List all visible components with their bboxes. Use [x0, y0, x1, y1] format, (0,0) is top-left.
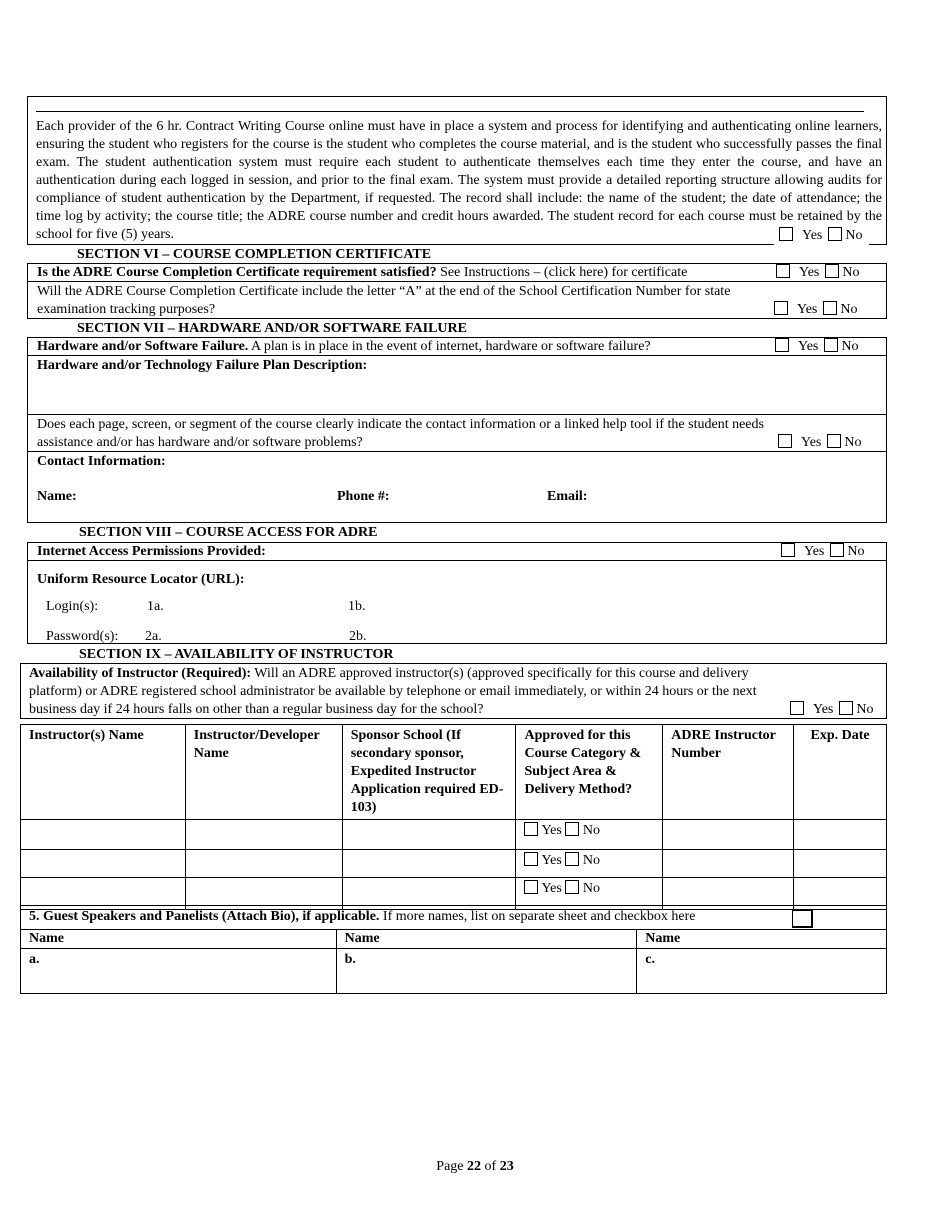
guest-name-c[interactable]: c.: [637, 949, 887, 994]
contact-phone-label: Phone #:: [337, 489, 390, 504]
help-yes-checkbox[interactable]: [778, 434, 792, 448]
col-developer-name: Instructor/Developer Name: [185, 725, 342, 820]
auth-yes-checkbox[interactable]: [779, 227, 793, 241]
instructor-availability-box: Availability of Instructor (Required): Will an ADRE approved instructor(s) (approved specifically for this course and delivery platform) or ADRE registered school administrator be available by telephone or email immediately, or within 24 hours or the next business day if 24 hours falls on other than a regular business day for the school? Yes No: [20, 663, 887, 719]
failure-yes-checkbox[interactable]: [775, 338, 789, 352]
col-approved: Approved for this Course Category & Subject Area & Delivery Method?: [516, 725, 663, 820]
help-tool-row: Does each page, screen, or segment of the course clearly indicate the contact information or a linked help tool if the student needs assistance and/or has hardware and/or software problems? Yes No: [27, 414, 887, 452]
col-sponsor-school: Sponsor School (If secondary sponsor, Expedited Instructor Application required ED-103): [342, 725, 516, 820]
availability-no-checkbox[interactable]: [839, 701, 853, 715]
internet-yes-checkbox[interactable]: [781, 543, 795, 557]
help-no-checkbox[interactable]: [827, 434, 841, 448]
failure-no-checkbox[interactable]: [824, 338, 838, 352]
section-ix-title: SECTION IX – AVAILABILITY OF INSTRUCTOR: [79, 647, 394, 662]
page-number: Page 22 of 23: [436, 1159, 514, 1174]
row1-no-checkbox[interactable]: [565, 822, 579, 836]
certificate-no-checkbox[interactable]: [825, 264, 839, 278]
instructor-table: [20, 724, 887, 910]
contact-information-box: Contact Information: Name: Phone #: Email:: [27, 451, 887, 523]
certificate-letter-row: Will the ADRE Course Completion Certificate include the letter “A” at the end of the School Certification Number for state examination tracking purposes? Yes No: [27, 281, 887, 319]
table-row: Yes No: [21, 850, 887, 878]
certificate-requirement-row: Is the ADRE Course Completion Certificate requirement satisfied? See Instructions – (click here) for certificate Yes No: [27, 263, 887, 282]
table-header-row: [21, 725, 887, 820]
failure-plan-row: Hardware and/or Software Failure. A plan is in place in the event of internet, hardware or software failure? Yes No: [27, 337, 887, 356]
guest-name-a[interactable]: a.: [21, 949, 337, 994]
guest-header-row: Name Name Name: [21, 930, 887, 949]
availability-yes-checkbox[interactable]: [790, 701, 804, 715]
certificate-letter-line1: Will the ADRE Course Completion Certificate include the letter “A” at the end of the School Certification Number for state: [37, 284, 731, 299]
section-vii-title: SECTION VII – HARDWARE AND/OR SOFTWARE FAILURE: [77, 321, 467, 336]
contact-email-label: Email:: [547, 489, 588, 504]
table-row: Yes No: [21, 878, 887, 910]
row2-no-checkbox[interactable]: [565, 852, 579, 866]
guest-name-b[interactable]: b.: [336, 949, 637, 994]
col-instructor-name: Instructor(s) Name: [21, 725, 186, 820]
auth-no-checkbox[interactable]: [828, 227, 842, 241]
certificate-letter-line2: examination tracking purposes?: [37, 302, 216, 317]
col-exp-date: Exp. Date: [794, 725, 887, 820]
authentication-box: Each provider of the 6 hr. Contract Writing Course online must have in place a system and process for identifying and authenticating online learners, ensuring the student who registers for the course is the student who completes the course material, and is the student who successfully passes the final exam. The student authentication system must require each student to authenticate themselves each time they enter the course, and have an authentication during each logged in session, and prior to the final exam. The system must provide a detailed reporting structure allowing audits for compliance of student authentication by the Department, if requested. The record shall include: the name of the student; the date of attendance; the time log by activity; the course title; the ADRE course number and credit hours awarded. The student record for each course must be retained by the school for five (5) years. Yes No: [27, 96, 887, 245]
table-row: Yes No: [21, 820, 887, 850]
certificate-yes-checkbox[interactable]: [776, 264, 790, 278]
divider: [36, 111, 864, 112]
guest-speakers-row: 5. Guest Speakers and Panelists (Attach Bio), if applicable. If more names, list on separate sheet and checkbox here: [20, 905, 887, 930]
section-viii-title: SECTION VIII – COURSE ACCESS FOR ADRE: [79, 525, 378, 540]
authentication-paragraph: Each provider of the 6 hr. Contract Writing Course online must have in place a system and process for identifying and authenticating online learners, ensuring the student who registers for the course is the student who completes the course material, and is the student who successfully passes the final exam. The student authentication system must require each student to authenticate themselves each time they enter the course, and have an authentication during each logged in session, and prior to the final exam. The system must provide a detailed reporting structure allowing audits for compliance of student authentication by the Department, if requested. The record shall include: the name of the student; the date of attendance; the time log by activity; the course title; the ADRE course number and credit hours awarded. The student record for each course must be retained by the school for five (5) years.: [36, 119, 882, 242]
guest-names-row: [21, 949, 887, 994]
contact-name-label: Name:: [37, 489, 77, 504]
section-vi-title: SECTION VI – COURSE COMPLETION CERTIFICATE: [77, 247, 432, 262]
row1-yes-checkbox[interactable]: [524, 822, 538, 836]
col-adre-number: ADRE Instructor Number: [663, 725, 794, 820]
internet-no-checkbox[interactable]: [830, 543, 844, 557]
failure-plan-description-box[interactable]: Hardware and/or Technology Failure Plan Description:: [27, 355, 887, 415]
letter-yes-checkbox[interactable]: [774, 301, 788, 315]
row3-yes-checkbox[interactable]: [524, 880, 538, 894]
internet-access-row: Internet Access Permissions Provided: Yes No: [27, 542, 887, 561]
row2-yes-checkbox[interactable]: [524, 852, 538, 866]
guest-names-table: [20, 929, 887, 994]
url-access-box: Uniform Resource Locator (URL): Login(s): 1a. 1b. Password(s): 2a. 2b.: [27, 560, 887, 644]
guest-more-checkbox[interactable]: [792, 909, 813, 928]
row3-no-checkbox[interactable]: [565, 880, 579, 894]
letter-no-checkbox[interactable]: [823, 301, 837, 315]
